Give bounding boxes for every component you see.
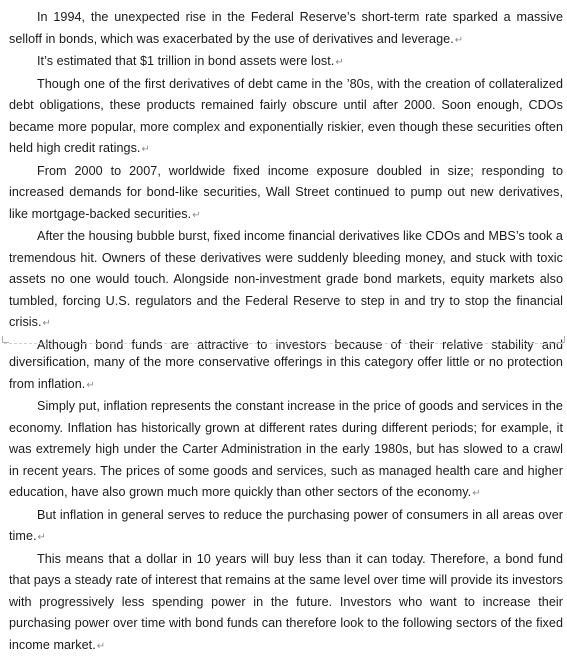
paragraph-mark: ↵ bbox=[37, 532, 46, 543]
paragraph-mark: ↵ bbox=[335, 57, 344, 68]
paragraph-mark: ↵ bbox=[192, 209, 201, 221]
paragraph-5[interactable]: After the housing bubble burst, fixed income financial derivatives like CDOs and MBS’s took a tremendous hit. Owners of these derivatives were suddenly bleeding money, and stuck with toxic assets no one would touch. Alongside non-investment grade bond markets, equity markets also tumbled, forcing U.S. regulators and the Federal Reserve to step in and try to stop the financial crisis.↵ bbox=[9, 229, 563, 329]
paragraph-mark: ↵ bbox=[472, 488, 481, 499]
paragraph-4[interactable]: From 2000 to 2007, worldwide fixed income exposure doubled in size; responding to increased demands for bond-like securities, Wall Street continued to pump out new derivatives, like mortgage-backed securities.↵ bbox=[9, 163, 563, 221]
page-corner-mark-left bbox=[2, 336, 9, 343]
paragraph-mark: ↵ bbox=[141, 144, 150, 155]
paragraph-mark: ↵ bbox=[42, 318, 51, 329]
paragraph-8[interactable]: But inflation in general serves to reduce the purchasing power of consumers in all areas over time.↵ bbox=[9, 507, 563, 543]
paragraph-mark: ↵ bbox=[454, 34, 464, 46]
page-top bbox=[9, 7, 563, 356]
paragraph-7[interactable]: Simply put, inflation represents the constant increase in the price of goods and services in the economy. Inflation has historically grown at different rates during different periods; for example, it was extremely high under the Carter Administration in the early 1980s, but has slowed to a crawl in recent years. The prices of some goods and services, such as managed health care and higher education, have also grown much more quickly than other sectors of the economy.↵ bbox=[9, 399, 563, 499]
page-break-divider bbox=[4, 343, 563, 344]
page-corner-mark-right bbox=[558, 336, 565, 343]
paragraph-2[interactable]: It’s estimated that $1 trillion in bond assets were lost.↵ bbox=[37, 54, 344, 68]
paragraph-mark: ↵ bbox=[86, 379, 95, 391]
paragraph-3[interactable]: Though one of the first derivatives of debt came in the ’80s, with the creation of collateralized debt obligations, these products remained fairly obscure until after 2000. Soon enough, CDOs became more popular, more complex and exponentially riskier, even though these securities often held high credit ratings.↵ bbox=[9, 76, 563, 155]
page-bottom bbox=[9, 352, 563, 657]
paragraph-1[interactable]: In 1994, the unexpected rise in the Federal Reserve’s short-term rate sparked a massive selloff in bonds, which was exacerbated by the use of derivatives and leverage.↵ bbox=[9, 10, 563, 46]
paragraph-6-continued[interactable]: diversification, many of the more conservative offerings in this category offer little or no protection from inflation.↵ bbox=[9, 355, 563, 391]
paragraph-9[interactable]: This means that a dollar in 10 years will buy less than it can today. Therefore, a bond fund that pays a steady rate of interest that remains at the same level over time will provide its investors with progressively less spending power in the future. Investors who want to increase their purchasing power over time with bond funds can therefore look to the following sectors of the fixed income market.↵ bbox=[9, 551, 563, 652]
paragraph-6-start[interactable]: Although bond funds are attractive to investors because of their relative stability and bbox=[37, 337, 563, 352]
paragraph-mark: ↵ bbox=[96, 640, 106, 652]
